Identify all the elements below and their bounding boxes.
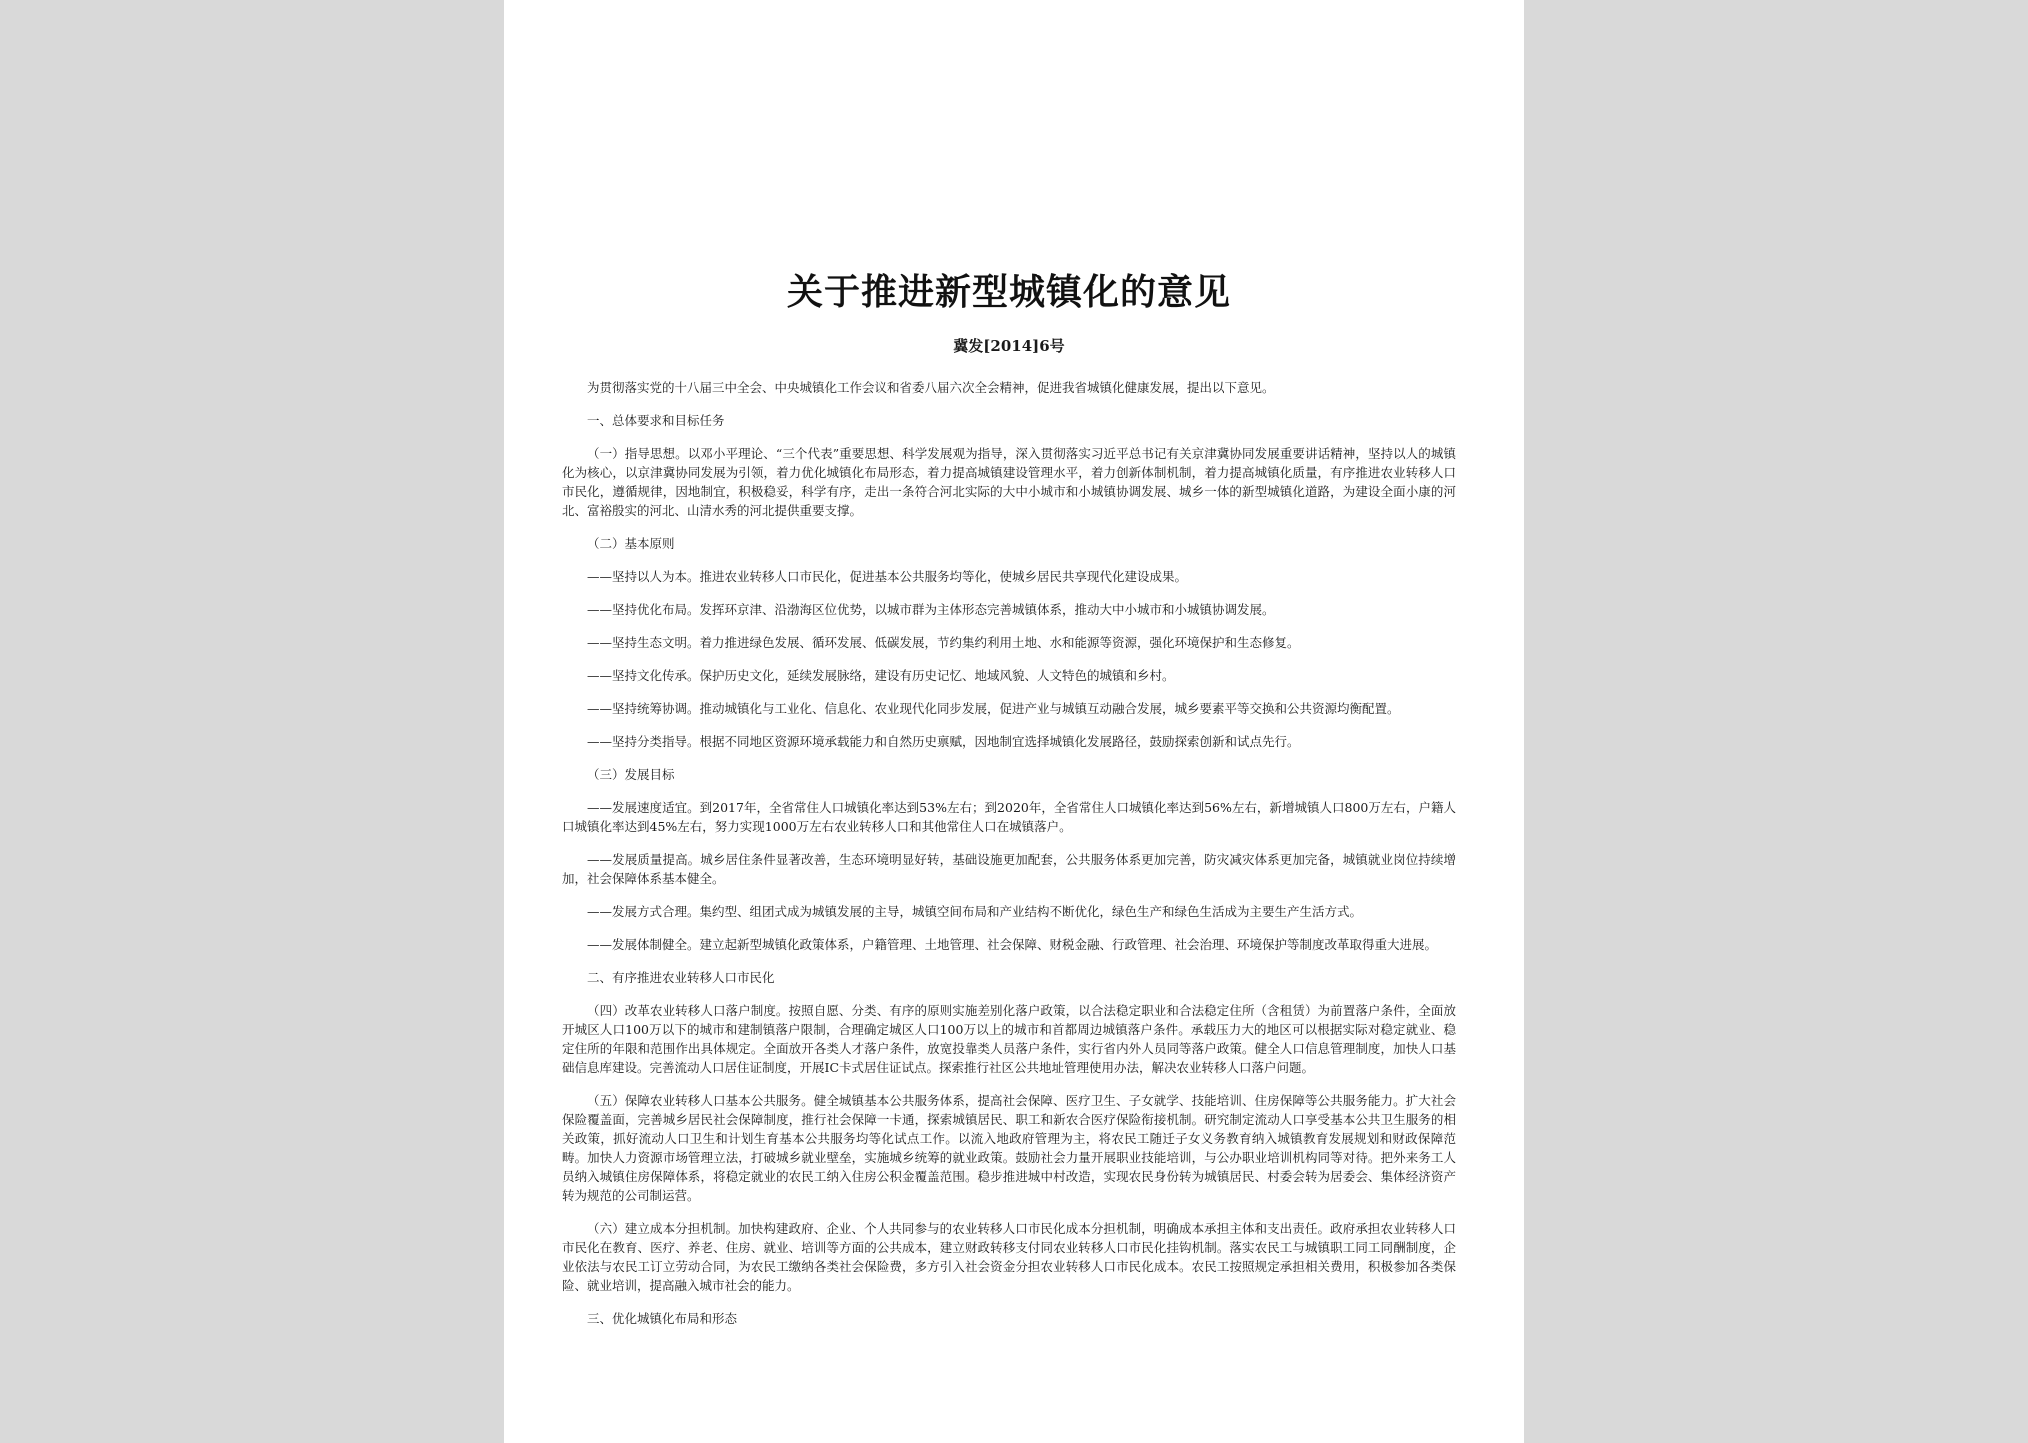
paragraph: ——坚持文化传承。保护历史文化，延续发展脉络，建设有历史记忆、地域风貌、人文特色的城镇和乡村。 (587, 668, 1175, 683)
paragraph: ——坚持以人为本。推进农业转移人口市民化，促进基本公共服务均等化，使城乡居民共享现代化建设成果。 (587, 569, 1188, 584)
section-heading: 二、有序推进农业转移人口市民化 (587, 970, 775, 985)
document-title: 关于推进新型城镇化的意见 (786, 271, 1231, 313)
paragraph: ——坚持统筹协调。推动城镇化与工业化、信息化、农业现代化同步发展，促进产业与城镇互动融合发展，城乡要素平等交换和公共资源均衡配置。 (587, 701, 1400, 716)
paragraph: 为贯彻落实党的十八届三中全会、中央城镇化工作会议和省委八届六次全会精神，促进我省城镇化健康发展，提出以下意见。 (587, 380, 1275, 395)
section-heading: （二）基本原则 (587, 536, 675, 551)
section-heading: 三、优化城镇化布局和形态 (587, 1311, 738, 1326)
document-number: 冀发[2014]6号 (953, 337, 1065, 355)
paragraph: （五）保障农业转移人口基本公共服务。健全城镇基本公共服务体系，提高社会保障、医疗卫生、子女就学、技能培训、住房保障等公共服务能力。扩大社会保险覆盖面，完善城乡居民社会保障制度，推行社会保障一卡通，探索城镇居民、职工和新农合医疗保险衔接机制。研究制定流动人口享受基本公共卫生服务的相关政策，抓好流动人口卫生和计划生育基本公共服务均等化试点工作。以流入地政府管理为主，将农民工随迁子女义务教育纳入城镇教育发展规划和财政保障范畴。加快人力资源市场管理立法，打破城乡就业壁垒，实施城乡统筹的就业政策。鼓励社会力量开展职业技能培训，与公办职业培训机构同等对待。把外来务工人员纳入城镇住房保障体系，将稳定就业的农民工纳入住房公积金覆盖范围。稳步推进城中村改造，实现农民身份转为城镇居民、村委会转为居委会、集体经济资产转为规范的公司制运营。 (562, 1093, 1456, 1203)
paragraph: ——发展方式合理。集约型、组团式成为城镇发展的主导，城镇空间布局和产业结构不断优化，绿色生产和绿色生活成为主要生产生活方式。 (587, 904, 1363, 919)
document-body (562, 378, 1456, 1328)
paragraph: （四）改革农业转移人口落户制度。按照自愿、分类、有序的原则实施差别化落户政策，以合法稳定职业和合法稳定住所（含租赁）为前置落户条件，全面放开城区人口100万以下的城市和建制镇落户限制，合理确定城区人口100万以上的城市和首都周边城镇落户条件。承载压力大的地区可以根据实际对稳定就业、稳定住所的年限和范围作出具体规定。全面放开各类人才落户条件，放宽投靠类人员落户条件，实行省内外人员同等落户政策。健全人口信息管理制度，加快人口基础信息库建设。完善流动人口居住证制度，开展IC卡式居住证试点。探索推行社区公共地址管理使用办法，解决农业转移人口落户问题。 (562, 1003, 1456, 1075)
paragraph: ——发展体制健全。建立起新型城镇化政策体系，户籍管理、土地管理、社会保障、财税金融、行政管理、社会治理、环境保护等制度改革取得重大进展。 (587, 937, 1438, 952)
paragraph: ——发展质量提高。城乡居住条件显著改善，生态环境明显好转，基础设施更加配套，公共服务体系更加完善，防灾减灾体系更加完备，城镇就业岗位持续增加，社会保障体系基本健全。 (562, 852, 1456, 886)
paragraph: （六）建立成本分担机制。加快构建政府、企业、个人共同参与的农业转移人口市民化成本分担机制，明确成本承担主体和支出责任。政府承担农业转移人口市民化在教育、医疗、养老、住房、就业、培训等方面的公共成本，建立财政转移支付同农业转移人口市民化挂钩机制。落实农民工与城镇职工同工同酬制度，企业依法与农民工订立劳动合同，为农民工缴纳各类社会保险费，多方引入社会资金分担农业转移人口市民化成本。农民工按照规定承担相关费用，积极参加各类保险、就业培训，提高融入城市社会的能力。 (562, 1221, 1456, 1293)
paragraph: ——坚持分类指导。根据不同地区资源环境承载能力和自然历史禀赋，因地制宜选择城镇化发展路径，鼓励探索创新和试点先行。 (587, 734, 1300, 749)
paragraph: ——发展速度适宜。到2017年，全省常住人口城镇化率达到53%左右；到2020年，全省常住人口城镇化率达到56%左右，新增城镇人口800万左右，户籍人口城镇化率达到45%左右，努力实现1000万左右农业转移人口和其他常住人口在城镇落户。 (562, 800, 1456, 834)
document-page (504, 0, 1524, 1443)
paragraph: ——坚持生态文明。着力推进绿色发展、循环发展、低碳发展，节约集约利用土地、水和能源等资源，强化环境保护和生态修复。 (587, 635, 1300, 650)
paragraph: ——坚持优化布局。发挥环京津、沿渤海区位优势，以城市群为主体形态完善城镇体系，推动大中小城市和小城镇协调发展。 (587, 602, 1275, 617)
section-heading: 一、总体要求和目标任务 (587, 413, 725, 428)
paragraph: （一）指导思想。以邓小平理论、“三个代表”重要思想、科学发展观为指导，深入贯彻落实习近平总书记有关京津冀协同发展重要讲话精神，坚持以人的城镇化为核心，以京津冀协同发展为引领，着力优化城镇化布局形态，着力提高城镇建设管理水平，着力创新体制机制，着力提高城镇化质量，有序推进农业转移人口市民化，遵循规律，因地制宜，积极稳妥，科学有序，走出一条符合河北实际的大中小城市和小城镇协调发展、城乡一体的新型城镇化道路，为建设全面小康的河北、富裕殷实的河北、山清水秀的河北提供重要支撑。 (562, 446, 1456, 518)
section-heading: （三）发展目标 (587, 767, 675, 782)
